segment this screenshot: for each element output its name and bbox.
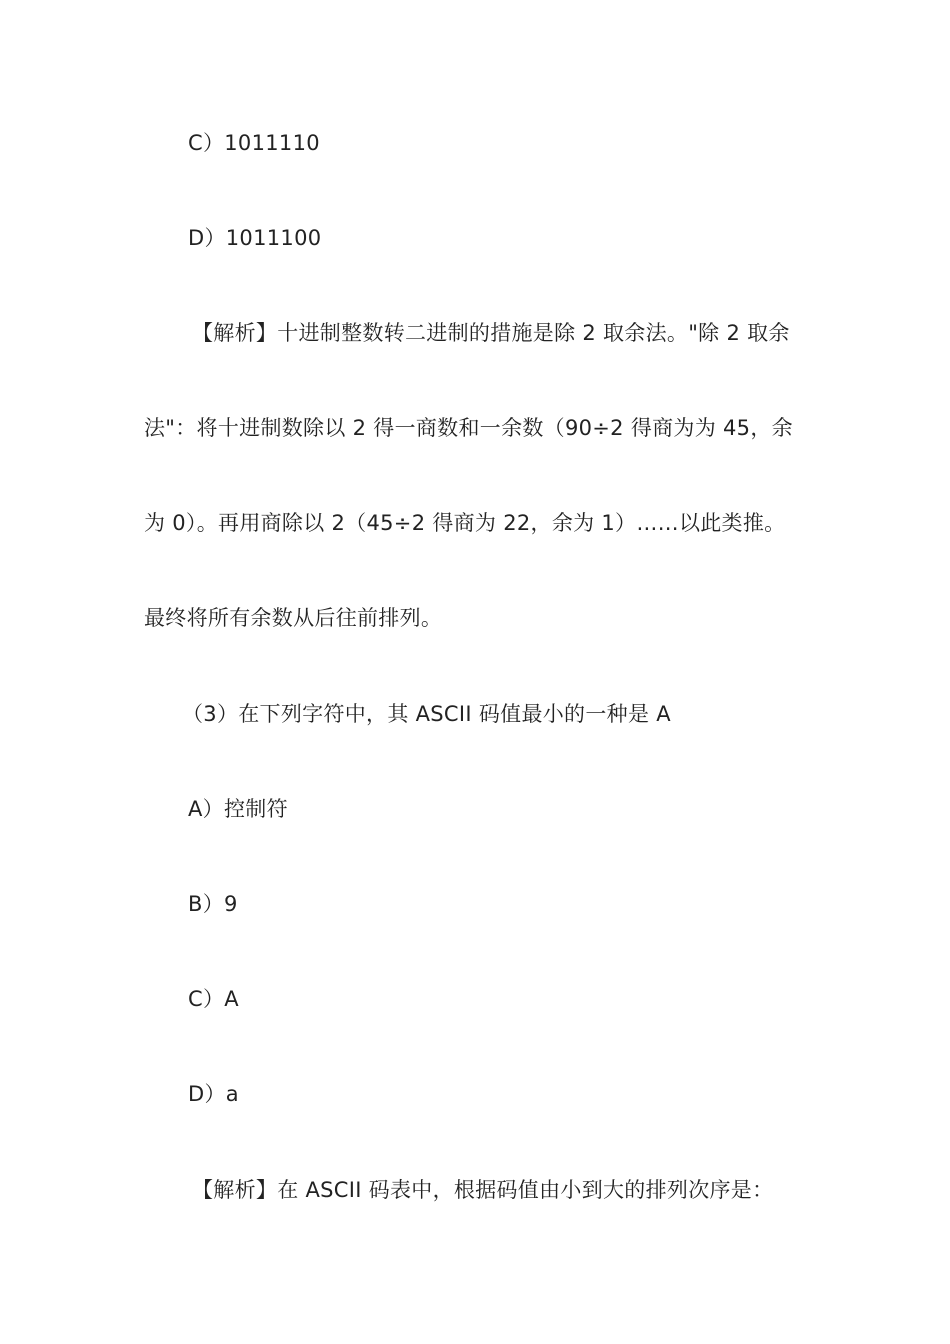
analysis-paragraph-line-2: 法"：将十进制数除以 2 得一商数和一余数（90÷2 得商为为 45，余 — [144, 416, 793, 440]
option-b-nine: B）9 — [188, 892, 238, 916]
option-d-binary: D）1011100 — [188, 226, 322, 250]
option-d-lower-a: D）a — [188, 1082, 239, 1106]
question-3: （3）在下列字符中，其 ASCII 码值最小的一种是 A — [182, 702, 671, 726]
option-c-upper-a: C）A — [188, 987, 239, 1011]
analysis-paragraph-line-3: 为 0）。再用商除以 2（45÷2 得商为 22，余为 1）……以此类推。 — [144, 511, 786, 535]
option-a-control-char: A）控制符 — [188, 797, 288, 821]
option-c-binary: C）1011110 — [188, 131, 320, 155]
analysis-ascii-line-1: 【解析】在 ASCII 码表中，根据码值由小到大的排列次序是： — [192, 1178, 774, 1202]
analysis-paragraph-line-4: 最终将所有余数从后往前排列。 — [144, 606, 443, 630]
analysis-paragraph-line-1: 【解析】十进制整数转二进制的措施是除 2 取余法。"除 2 取余 — [192, 321, 790, 345]
